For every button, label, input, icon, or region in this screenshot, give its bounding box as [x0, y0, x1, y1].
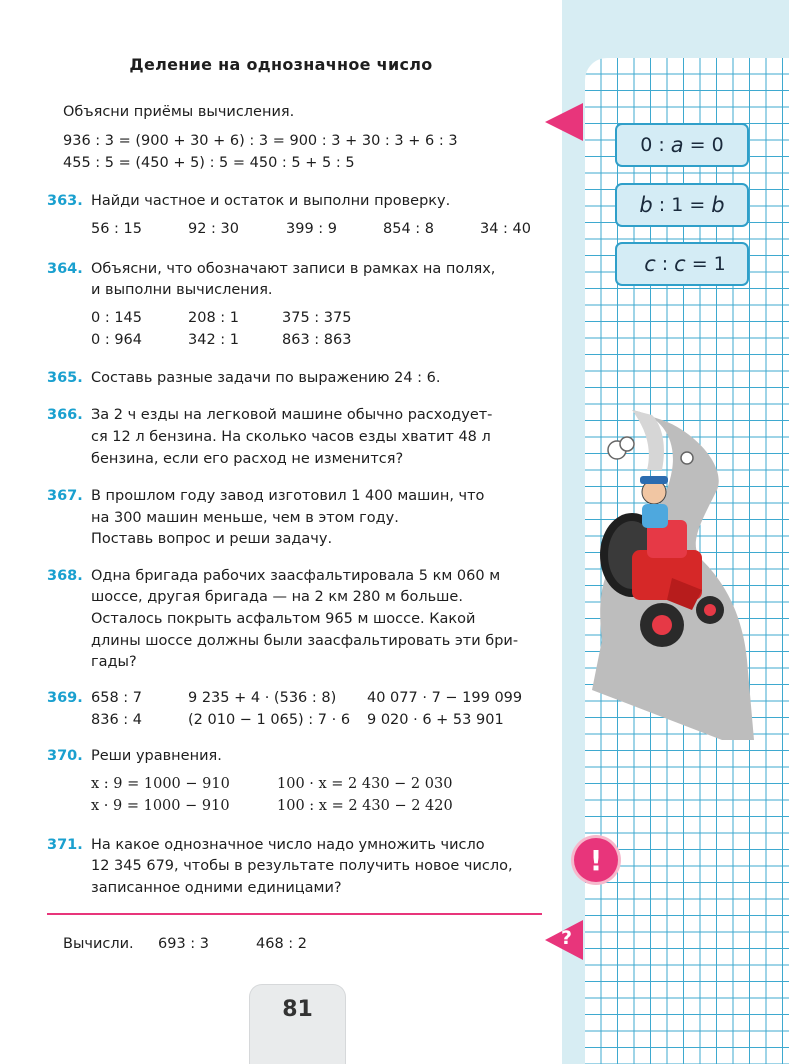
smoke-puff: [681, 452, 693, 464]
rule-var: c: [674, 252, 686, 276]
task-368-line: гады?: [91, 654, 137, 670]
rule-var: a: [670, 133, 684, 157]
rule-var: b: [711, 193, 725, 217]
rule-op: :: [658, 134, 665, 156]
rule-box-zero-divided: [615, 123, 749, 167]
bottom-expr: 693 : 3: [158, 936, 210, 952]
bottom-expr: 468 : 2: [256, 936, 308, 952]
rule-box-divide-by-one: [615, 183, 749, 227]
task-369-expr: (2 010 − 1 065) : 7 · 6: [188, 712, 351, 728]
task-364-expr: 208 : 1: [188, 310, 240, 326]
task-368-line: Одна бригада рабочих заасфальтировала 5 км 060 м: [91, 568, 501, 584]
rule-rest: = 1: [691, 253, 726, 275]
task-number-366: 366.: [47, 407, 83, 423]
page-number: 81: [282, 997, 313, 1022]
task-363-text: Найди частное и остаток и выполни проверку.: [91, 193, 451, 209]
task-number-369: 369.: [47, 690, 83, 706]
task-370-text: Реши уравнения.: [91, 748, 222, 764]
task-369-expr: 9 020 · 6 + 53 901: [367, 712, 504, 728]
equation: 100 : x = 2 430 − 2 420: [277, 798, 453, 814]
task-364-expr: 342 : 1: [188, 332, 240, 348]
driver-cap: [640, 476, 668, 484]
equation: x · 9 = 1000 − 910: [91, 798, 230, 814]
smoke-puff: [620, 437, 634, 451]
intro-line-1: 936 : 3 = (900 + 30 + 6) : 3 = 900 : 3 + 30 : 3 + 6 : 3: [63, 133, 458, 149]
task-363-expr: 399 : 9: [286, 221, 338, 237]
exclamation-icon: !: [574, 838, 618, 882]
road-highlight: [632, 410, 664, 470]
task-367-line: В прошлом году завод изготовил 1 400 машин, что: [91, 488, 485, 504]
task-368-line: шоссе, другая бригада — на 2 км 280 м больше.: [91, 589, 463, 605]
task-367-line: Поставь вопрос и реши задачу.: [91, 531, 333, 547]
task-366-line: ся 12 л бензина. На сколько часов езды хватит 48 л: [91, 429, 491, 445]
rule-rest: = 0: [689, 134, 724, 156]
intro-line-2: 455 : 5 = (450 + 5) : 5 = 450 : 5 + 5 : 5: [63, 155, 355, 171]
task-369-expr: 40 077 · 7 − 199 099: [367, 690, 523, 706]
task-363-expr: 92 : 30: [188, 221, 240, 237]
divider-line: [47, 913, 542, 915]
bottom-label: Вычисли.: [63, 936, 134, 952]
task-number-365: 365.: [47, 370, 83, 386]
task-367-line: на 300 машин меньше, чем в этом году.: [91, 510, 399, 526]
task-364-line-2: и выполни вычисления.: [91, 282, 273, 298]
task-number-364: 364.: [47, 261, 83, 277]
task-363-expr: 34 : 40: [480, 221, 532, 237]
task-363-expr: 854 : 8: [383, 221, 435, 237]
task-363-expr: 56 : 15: [91, 221, 143, 237]
intro-heading: Объясни приёмы вычисления.: [63, 104, 295, 120]
rule-op: : 1 =: [658, 194, 706, 216]
rule-box-self-divided: [615, 242, 749, 286]
task-number-368: 368.: [47, 568, 83, 584]
task-371-line: записанное одними единицами?: [91, 880, 342, 896]
task-369-expr: 836 : 4: [91, 712, 143, 728]
rear-wheel-hub: [652, 615, 672, 635]
side-wheel-hub: [704, 604, 716, 616]
equation: x : 9 = 1000 − 910: [91, 776, 230, 792]
equation: 100 · x = 2 430 − 2 030: [277, 776, 453, 792]
task-364-expr: 0 : 145: [91, 310, 143, 326]
task-364-expr: 375 : 375: [282, 310, 352, 326]
task-368-line: длины шоссе должны были заасфальтировать эти бри-: [91, 633, 519, 649]
page-title: Деление на однозначное число: [129, 55, 433, 74]
task-number-370: 370.: [47, 748, 83, 764]
question-icon: ?: [561, 927, 573, 949]
task-371-line: 12 345 679, чтобы в результате получить новое число,: [91, 858, 513, 874]
task-371-line: На какое однозначное число надо умножить число: [91, 837, 485, 853]
task-366-line: бензина, если его расход не изменится?: [91, 451, 404, 467]
road-roller-illustration: [592, 410, 754, 740]
task-368-line: Осталось покрыть асфальтом 965 м шоссе. Какой: [91, 611, 476, 627]
task-364-expr: 0 : 964: [91, 332, 143, 348]
rule-left: c: [644, 252, 656, 276]
rule-op: :: [661, 253, 669, 275]
rule-left: 0: [640, 134, 653, 156]
driver-body: [642, 504, 668, 528]
task-364-expr: 863 : 863: [282, 332, 352, 348]
task-364-line-1: Объясни, что обозначают записи в рамках на полях,: [91, 261, 496, 277]
task-number-367: 367.: [47, 488, 83, 504]
rule-left: b: [639, 193, 653, 217]
task-366-line: За 2 ч езды на легковой машине обычно расходует-: [91, 407, 493, 423]
task-369-expr: 9 235 + 4 · (536 : 8): [188, 690, 337, 706]
pointer-triangle-icon: [545, 103, 583, 141]
task-number-363: 363.: [47, 193, 83, 209]
task-number-371: 371.: [47, 837, 83, 853]
task-369-expr: 658 : 7: [91, 690, 143, 706]
task-365-text: Составь разные задачи по выражению 24 : 6.: [91, 370, 441, 386]
